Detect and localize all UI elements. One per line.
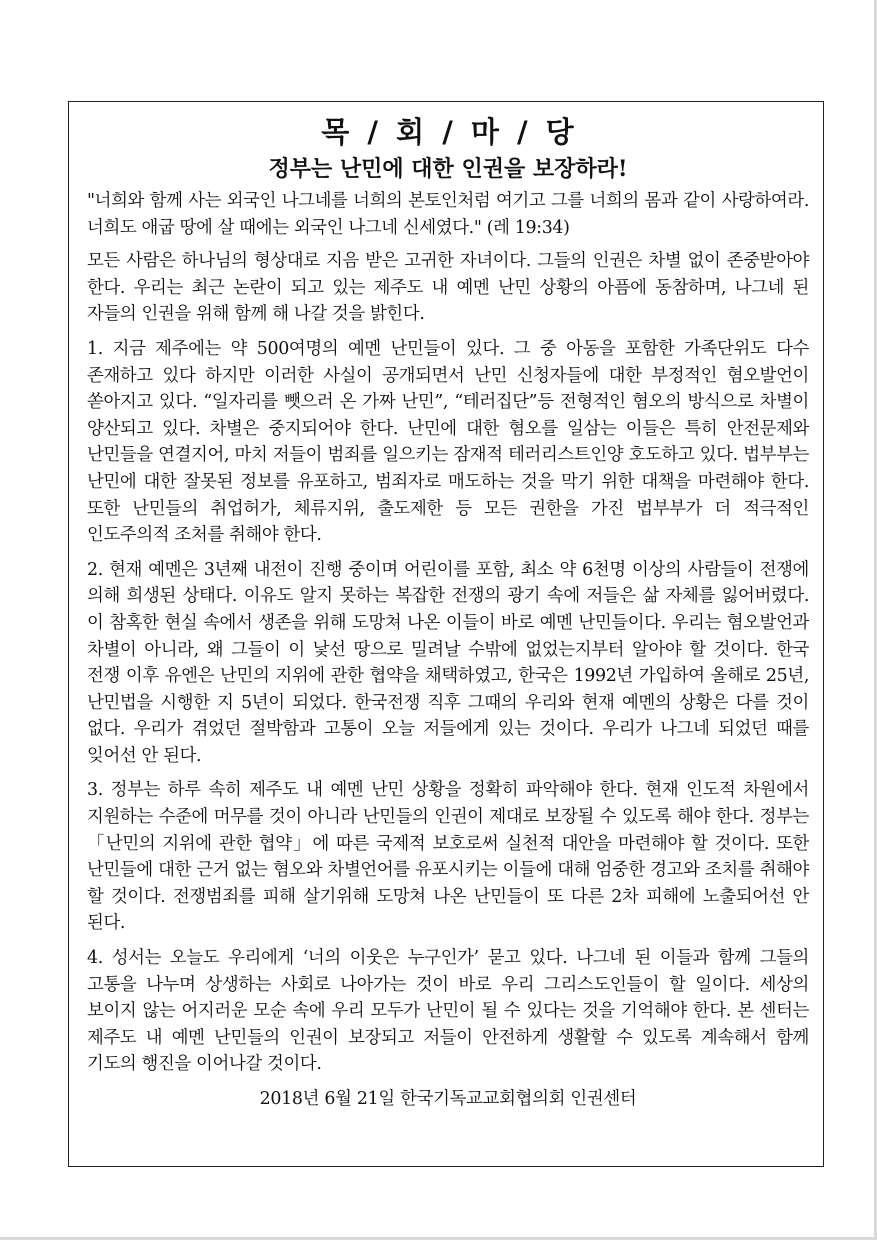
point-3-paragraph: 3. 정부는 하루 속히 제주도 내 예멘 난민 상황을 정확히 파악해야 한다. 현재 인도적 차원에서 지원하는 수준에 머무를 것이 아니라 난민들의 인권이 제대로 보장될 수 있도록 해야 한다. 정부는 「난민의 지위에 관한 협약」에 따른 국제적 보호로써 실천적 대안을 마련해야 할 것이다. 또한 난민들에 대한 근거 없는 혐오와 차별언어를 유포시키는 이들에 대해 엄중한 경고와 조치를 취해야 할 것이다. 전쟁범죄를 피해 살기위해 도망쳐 나온 난민들이 또 다른 2차 피해에 노출되어선 안 된다.	[87, 780, 809, 934]
scripture-quote: "너희와 함께 사는 외국인 나그네를 너희의 본토인처럼 여기고 그를 너희의 몸과 같이 사랑하여라. 너희도 애굽 땅에 살 때에는 외국인 나그네 신세였다." (레 19:34)	[87, 191, 809, 238]
page-subtitle: 정부는 난민에 대한 인권을 보장하라!	[268, 156, 628, 182]
point-2-paragraph: 2. 현재 예멘은 3년째 내전이 진행 중이며 어린이를 포함, 최소 약 6천명 이상의 사람들이 전쟁에 의해 희생된 상태다. 이유도 알지 못하는 복잡한 전쟁의 광기 속에 저들은 삶 자체를 잃어버렸다. 이 참혹한 현실 속에서 생존을 위해 도망쳐 나온 이들이 바로 예멘 난민들이다. 우리는 혐오발언과 차별이 아니라, 왜 그들이 이 낯선 땅으로 밀려날 수밖에 없었는지부터 알아야 할 것이다. 한국 전쟁 이후 유엔은 난민의 지위에 관한 협약을 채택하였고, 한국은 1992년 가입하여 올해로 25년, 난민법을 시행한 지 5년이 되었다. 한국전쟁 직후 그때의 우리와 현재 예멘의 상황은 다를 것이 없다. 우리가 겪었던 절박함과 고통이 오늘 저들에게 있는 것이다. 우리가 나그네 되었던 때를 잊어선 안 된다.	[87, 559, 809, 766]
document-content	[87, 112, 809, 1112]
page-title: 목 / 회 / 마 / 당	[321, 115, 575, 149]
signature-line: 2018년 6월 21일 한국기독교교회협의회 인권센터	[259, 1089, 637, 1109]
point-4-paragraph: 4. 성서는 오늘도 우리에게 ‘너의 이웃은 누구인가’ 묻고 있다. 나그네 된 이들과 함께 그들의 고통을 나누며 상생하는 사회로 나아가는 것이 바로 우리 그리스도인들이 할 일이다. 세상의 보이지 않는 어지러운 모순 속에 우리 모두가 난민이 될 수 있다는 것을 기억해야 한다. 본 센터는 제주도 내 예멘 난민들의 인권이 보장되고 저들이 안전하게 생활할 수 있도록 계속해서 함께 기도의 행진을 이어나갈 것이다.	[87, 948, 809, 1075]
point-1-paragraph: 1. 지금 제주에는 약 500여명의 예멘 난민들이 있다. 그 중 아동을 포함한 가족단위도 다수 존재하고 있다 하지만 이러한 사실이 공개되면서 난민 신청자들에 대한 부정적인 혐오발언이 쏟아지고 있다. “일자리를 뺏으러 온 가짜 난민”, “테러집단”등 전형적인 혐오의 방식으로 차별이 양산되고 있다. 차별은 중지되어야 한다. 난민에 대한 혐오를 일삼는 이들은 특히 안전문제와 난민들을 연결지어, 마치 저들이 범죄를 일으키는 잠재적 테러리스트인양 호도하고 있다. 법부부는 난민에 대한 잘못된 정보를 유포하고, 범죄자로 매도하는 것을 막기 위한 대책을 마련해야 한다. 또한 난민들의 취업허가, 체류지위, 출도제한 등 모든 권한을 가진 법부부가 더 적극적인 인도주의적 조처를 취해야 한다.	[87, 338, 809, 546]
intro-paragraph: 모든 사람은 하나님의 형상대로 지음 받은 고귀한 자녀이다. 그들의 인권은 차별 없이 존중받아야 한다. 우리는 최근 논란이 되고 있는 제주도 내 예멘 난민 상황의 아픔에 동참하며, 나그네 된 자들의 인권을 위해 함께 해 나갈 것을 밝힌다.	[87, 251, 809, 325]
